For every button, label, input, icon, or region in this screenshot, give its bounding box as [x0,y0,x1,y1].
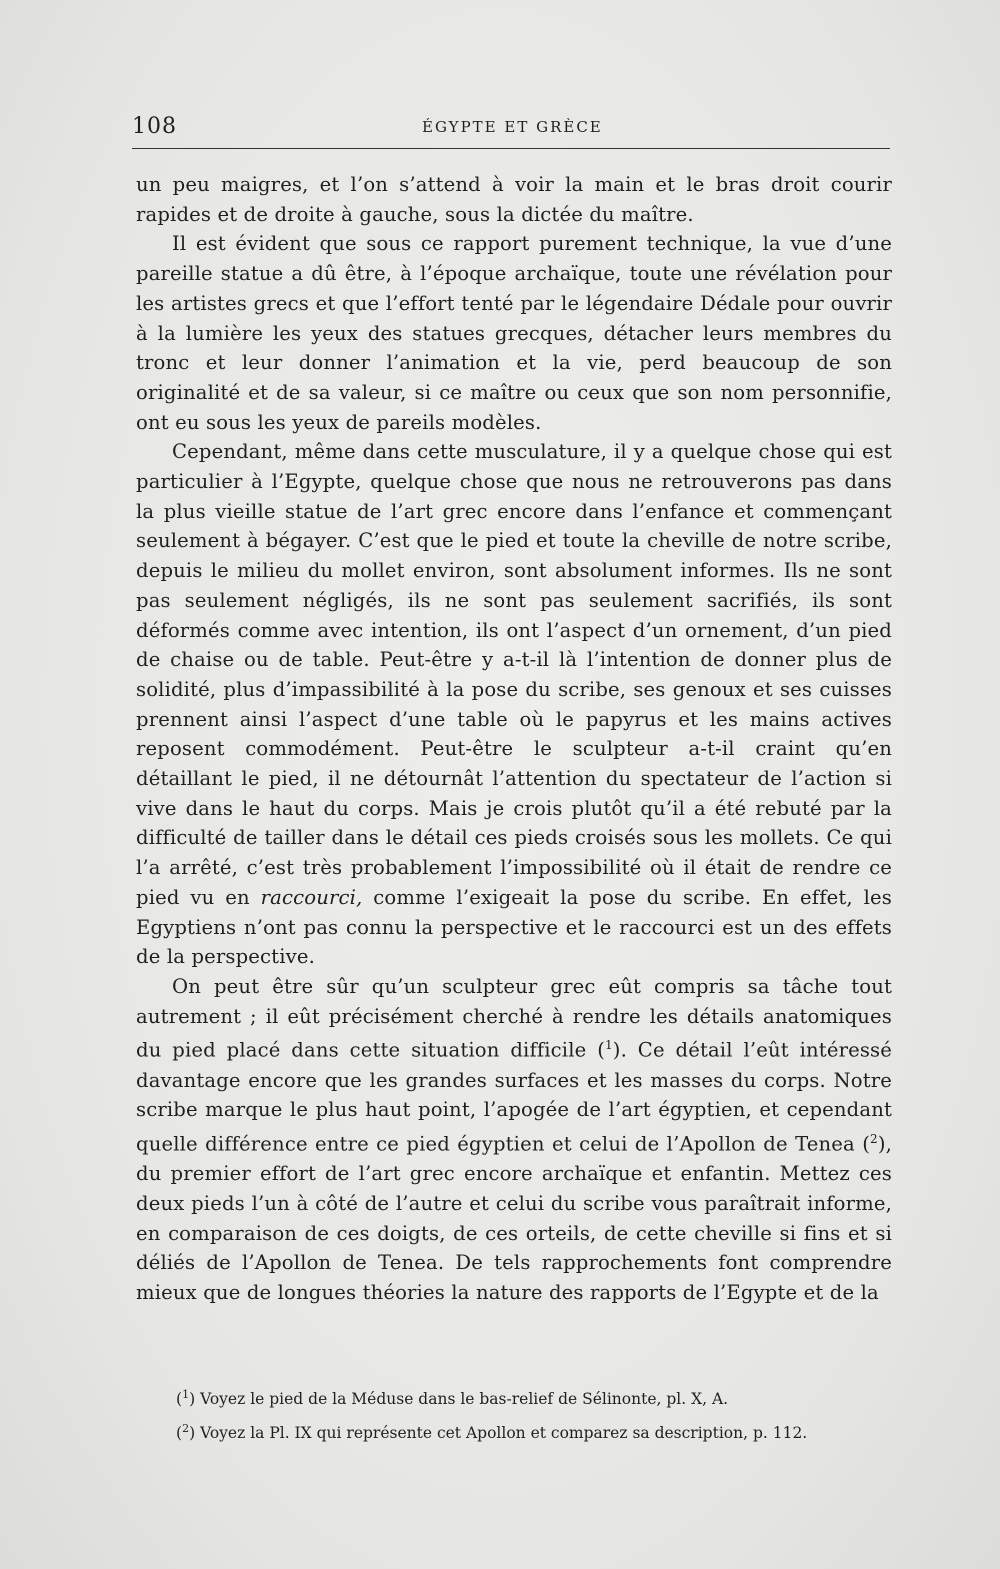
paragraph-4 [136,972,892,1308]
paragraph-3-text-end: comme l’exigeait la pose du scribe. En effet, les Egyptiens n’ont pas connu la perspective et le raccourci est un des effets de la perspective. [136,885,892,969]
footnote-1-text: Voyez le pied de la Méduse dans le bas-relief de Sélinonte, pl. X, A. [200,1390,729,1409]
footnote-1-open: ( [176,1390,183,1409]
footnote-2 [176,1414,896,1448]
footnote-2-mark: 2 [182,1422,190,1436]
header-rule [132,148,890,149]
running-head [132,108,892,148]
paragraph-4-text-end: ), du premier effort de l’art grec encore archaïque et enfantin. Mettez ces deux pieds l’un à côté de l’autre et celui du scribe vous paraîtrait informe, en comparaison de ces doigts, de ces orteils, de cette cheville si fins et si déliés de l’Apollon de Tenea. De tels rapprochements font comprendre mieux que de longues théories la nature des rapports de l’Egypte et de la [136,1132,892,1305]
footnote-1-mark: 1 [182,1388,190,1401]
footnote-ref-1: 1 [605,1038,613,1053]
paragraph-2-text: Il est évident que sous ce rapport purement technique, la vue d’une pareille statue a dû être, à l’époque archaïque, toute une révélation pour les artistes grecs et que l’effort tenté par le légendaire Dédale pour ouvrir à la lumière les yeux des statues grecques, détacher leurs membres du tronc et leur donner l’animation et la vie, perd beaucoup de son originalité et de sa valeur, si ce maître ou ceux que son nom personnifie, ont eu sous les yeux de pareils modèles. [136,232,892,434]
paragraph-2 [136,229,892,437]
paragraph-4-text-middle: ). Ce détail l’eût intéressé davantage encore que les grandes surfaces et les masses du corps. Notre scribe marque le plus haut point, l’apogée de l’art égyptien, et cependant quelle différence entre ce pied égyptien et celui de l’Apollon de Tenea ( [136,1038,892,1156]
paragraph-4-text: On peut être sûr qu’un sculpteur grec eût compris sa tâche tout autrement ; il eût précisément cherché à rendre les détails anatomiques du pied placé dans cette situation difficile ( [136,974,892,1062]
footnote-ref-2: 2 [870,1132,878,1147]
paragraph-1 [136,170,892,229]
footnote-2-open: ( [176,1424,183,1443]
body-text [136,170,892,1308]
footnote-2-text: Voyez la Pl. IX qui représente cet Apollon et comparez sa description, p. 112. [200,1424,808,1443]
paragraph-1-text: un peu maigres, et l’on s’attend à voir la main et le bras droit courir rapides et de droite à gauche, sous la dictée du maître. [136,173,892,226]
footnote-1 [176,1380,896,1414]
running-title: ÉGYPTE ET GRÈCE [422,118,603,136]
footnote-1-close: ) [189,1390,196,1409]
footnotes [176,1380,896,1448]
footnote-2-close: ) [189,1424,196,1443]
paragraph-3-text: Cependant, même dans cette musculature, il y a quelque chose qui est particulier à l’Egypte, quelque chose que nous ne retrouverons pas dans la plus vieille statue de l’art grec encore dans l’enfance et commençant seulement à bégayer. C’est que le pied et toute la cheville de notre scribe, depuis le milieu du mollet environ, sont absolument informes. Ils ne sont pas seulement négligés, ils ne sont pas seulement sacrifiés, ils sont déformés comme avec intention, ils ont l’aspect d’un ornement, d’un pied de chaise ou de table. Peut-être y a-t-il là l’intention de donner plus de solidité, plus d’impassibilité à la pose du scribe, ses genoux et ses cuisses prennent ainsi l’aspect d’une table où le papyrus et les mains actives reposent commodément. Peut-être le sculpteur a-t-il craint qu’en détaillant le pied, il ne détournât l’attention du spectateur de l’action si vive dans le haut du corps. Mais je crois plutôt qu’il a été rebuté par la difficulté de tailler dans le détail ces pieds croisés sous les mollets. Ce qui l’a arrêté, c’est très probablement l’impossibilité où il était de rendre ce pied vu en [136,440,892,909]
paragraph-3 [136,437,892,972]
page-number: 108 [132,114,177,139]
italic-term: raccourci, [260,885,363,909]
